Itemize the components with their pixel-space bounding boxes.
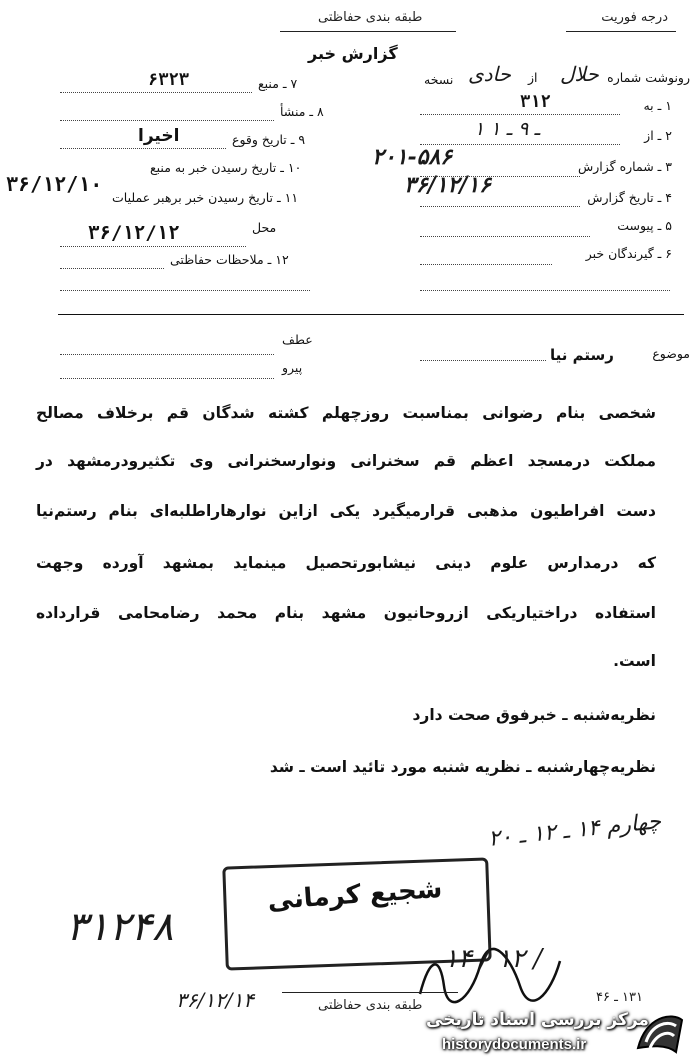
opinion-source: نظریه‌شنبه ـ خبرفوق صحت دارد (412, 706, 656, 724)
signature-small: ۱۴ / ۱۲ / (444, 944, 543, 974)
from-value: ۱ ـ ۹ ـ ۱ (474, 118, 540, 140)
watermark-url: historydocuments.ir (442, 1036, 587, 1053)
watermark-logo-icon (632, 1008, 688, 1058)
remarks-dots-2 (60, 290, 310, 291)
classification-top-underline (280, 31, 456, 32)
attachment-dots (420, 236, 590, 237)
origin-dots (60, 120, 274, 121)
handwritten-number: ۳۱۲۴۸ (66, 904, 174, 950)
event-date-label: ۹ ـ تاریخ وقوع (232, 132, 306, 147)
place-value: ۳۶/۱۲/۱۲ (88, 222, 180, 244)
receipt-ops-label: ۱۱ ـ تاریخ رسیدن خبر برهبر عملیات (112, 190, 299, 205)
from-label: ۲ ـ از (644, 128, 672, 143)
source-label: ۷ ـ منبع (258, 76, 298, 91)
subject-value: رستم نیا (550, 346, 614, 364)
recipients-dots-2 (420, 290, 670, 291)
subject-label: موضوع (652, 346, 690, 361)
stamp-text: شجیع کرمانی (266, 873, 444, 917)
urgency-label: درجه فوریت (601, 10, 668, 25)
classification-bottom: طبقه بندی حفاظتی (318, 998, 423, 1013)
copy-number-label: رونوشت شماره (607, 70, 690, 85)
origin-label: ۸ ـ منشأ (280, 104, 324, 119)
to-dots (420, 114, 620, 115)
followup-label: پیرو (282, 360, 303, 375)
reference-label: عطف (282, 332, 313, 347)
report-date-label: ۴ ـ تاریخ گزارش (587, 190, 672, 205)
body-line-1: شخصی بنام رضوانی بمناسبت روزچهلم کشته شدگان قم برخلاف مصالح (36, 404, 656, 422)
copy-of-label: از (528, 70, 538, 85)
copy-of-value: حادی (468, 62, 512, 86)
followup-dots (60, 378, 274, 379)
event-date-value: اخیرا (138, 126, 180, 146)
remarks-dots (60, 268, 164, 269)
body-line-5: استفاده دراختیاریکی ازروحانیون مشهد بنام محمد رضامحامی قرارداده (36, 604, 656, 622)
copy-suffix-label: نسخه (424, 72, 454, 87)
source-dots (60, 92, 252, 93)
form-title: گزارش خبر (308, 44, 398, 63)
remarks-label: ۱۲ ـ ملاحظات حفاظتی (170, 252, 289, 267)
source-value: ۶۳۲۳ (148, 70, 189, 90)
urgency-underline (566, 31, 676, 32)
receipt-source-label: ۱۰ ـ تاریخ رسیدن خبر به منبع (150, 160, 302, 175)
report-date-dots (420, 206, 580, 207)
classification-top: طبقه بندی حفاظتی (318, 10, 423, 25)
recipients-dots (420, 264, 552, 265)
place-label: محل (252, 220, 277, 235)
attachment-label: ۵ ـ پیوست (617, 218, 672, 233)
signature-date: ۳۶/۱۲/۱۴ (176, 988, 254, 1012)
to-label: ۱ ـ به (643, 98, 672, 113)
report-number-label: ۳ ـ شماره گزارش (577, 159, 672, 174)
form-code: ۱۳۱ ـ ۴۶ (596, 990, 643, 1005)
body-line-4: که درمدارس علوم دینی نیشابورتحصیل مینماید بمشهد آورده وجهت (36, 554, 656, 572)
reference-dots (60, 354, 274, 355)
classification-bottom-overline (282, 992, 458, 993)
body-line-2: مملکت درمسجد اعظم قم سخنرانی ونوارسخنرانی وی تکثیرودرمشهد در (36, 452, 656, 470)
opinion-ops: نظریه‌چهارشنبه ـ نظریه شنبه مورد تائید است ـ شد (269, 758, 656, 776)
to-value: ۳۱۲ (520, 92, 551, 112)
copy-number-value: حلال (560, 62, 599, 86)
report-number-value: ۲۰۱-۵۸۶ (372, 144, 453, 170)
watermark-center-name: مرکز بررسی اسناد تاریخی (426, 1010, 649, 1030)
form-divider (58, 314, 684, 315)
receipt-source-value: ۳۶/۱۲/۱۰ (6, 172, 103, 196)
place-dots (60, 246, 246, 247)
body-line-3: دست افراطیون مذهبی قرارمیگیرد یکی ازاین نوارهاراطلبه‌ای بنام رستم‌نیا (36, 502, 656, 520)
body-line-6: است. (613, 652, 656, 670)
handwritten-note: چهارم ۱۴ ـ ۱۲ ـ ۲۰ (487, 809, 663, 852)
recipients-label: ۶ ـ گیرندگان خبر (585, 246, 672, 261)
event-date-dots (60, 148, 226, 149)
subject-dots (420, 360, 546, 361)
report-date-value: ۳۶/۱۲/۱۶ (404, 172, 491, 198)
